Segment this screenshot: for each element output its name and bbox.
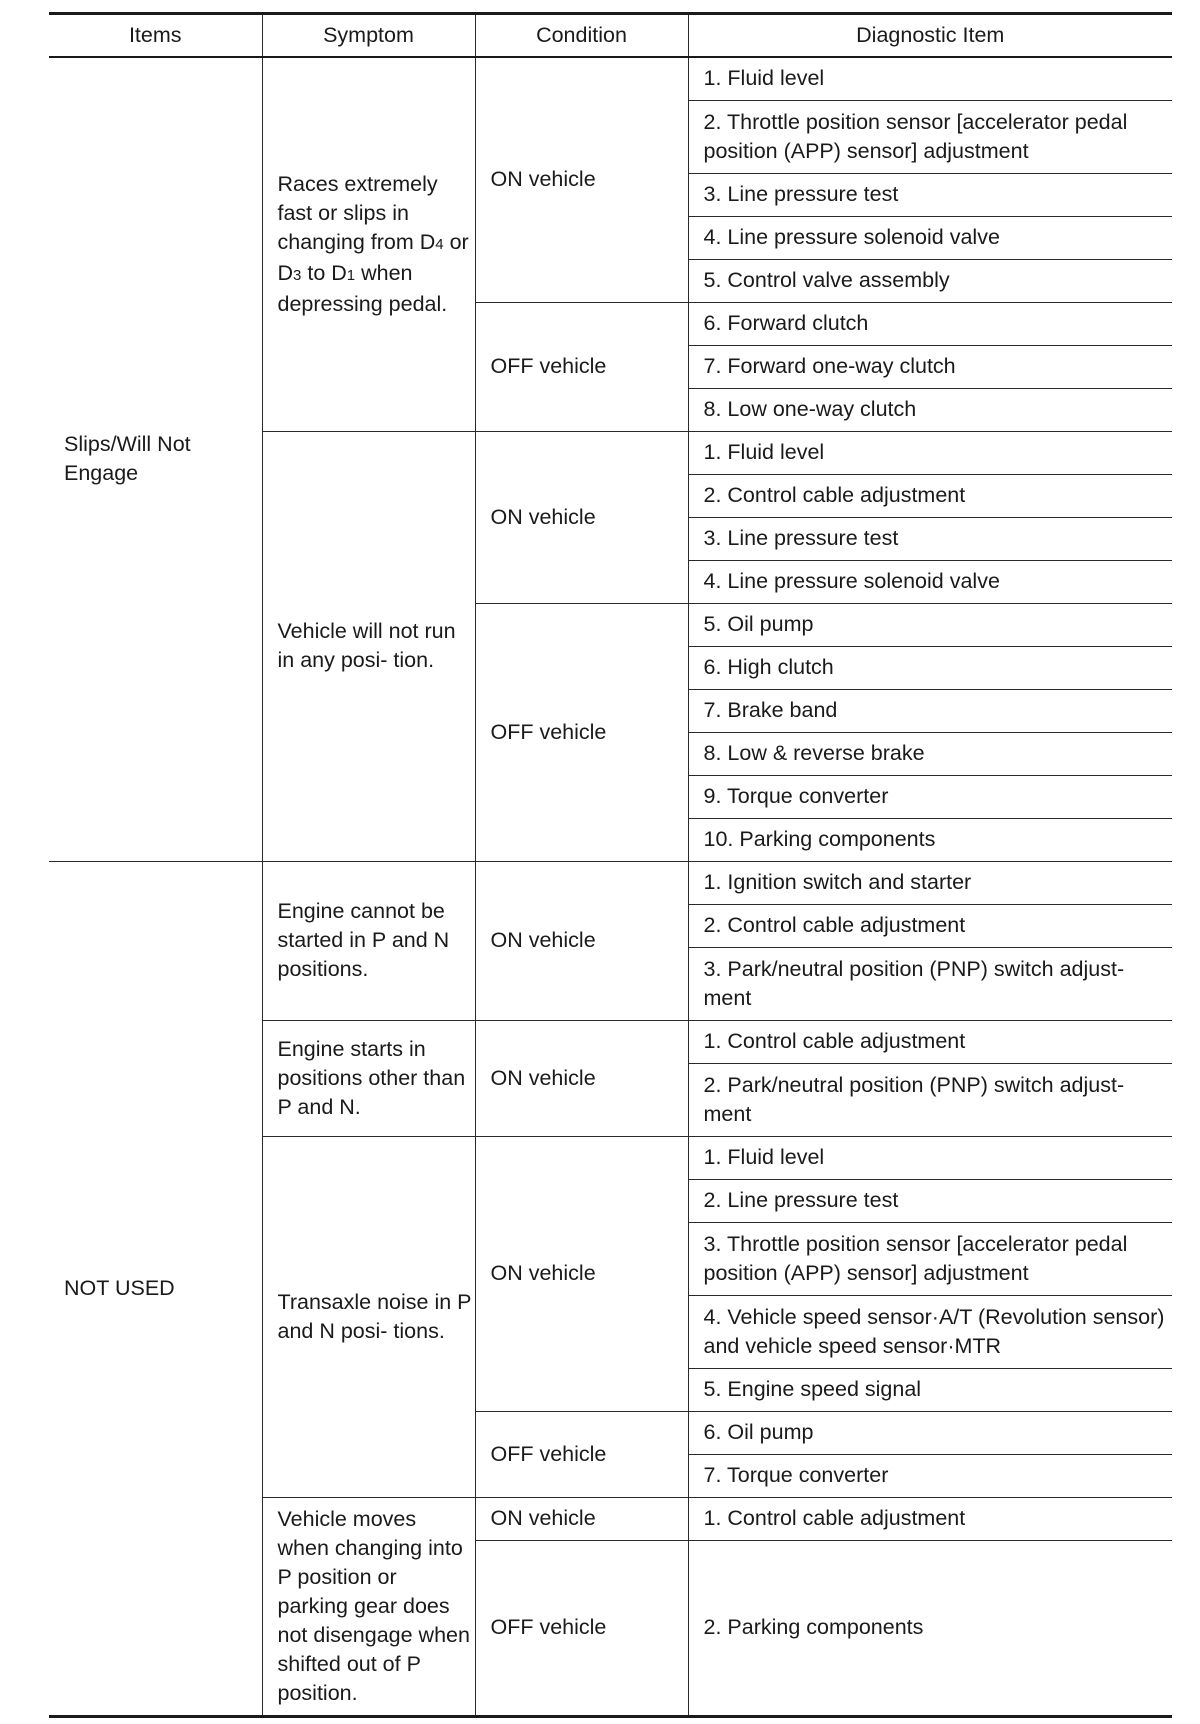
table-row xyxy=(49,861,1172,904)
condition-on: ON vehicle xyxy=(475,1497,688,1540)
diagnostic-item: 1. Fluid level xyxy=(688,431,1172,474)
diagnostic-item: 6. High clutch xyxy=(688,646,1172,689)
table-row xyxy=(49,57,1172,100)
symptom-will-not-run: Vehicle will not run in any posi- tion. xyxy=(262,431,475,861)
item-slips: Slips/Will Not Engage xyxy=(49,57,262,861)
header-symptom: Symptom xyxy=(262,14,475,58)
symptom-cannot-start: Engine cannot be started in P and N positions. xyxy=(262,861,475,1020)
diagnostic-item: 2. Parking components xyxy=(688,1540,1172,1716)
diagnostic-item: 10. Parking components xyxy=(688,818,1172,861)
header-items: Items xyxy=(49,14,262,58)
condition-off: OFF vehicle xyxy=(475,603,688,861)
diagnostic-table xyxy=(49,12,1172,1718)
diagnostic-item: 4. Line pressure solenoid valve xyxy=(688,216,1172,259)
diagnostic-item: 4. Vehicle speed sensor·A/T (Revolution sensor) and vehicle speed sensor·MTR xyxy=(688,1295,1172,1368)
diagnostic-item: 8. Low & reverse brake xyxy=(688,732,1172,775)
diagnostic-item: 3. Line pressure test xyxy=(688,517,1172,560)
condition-on: ON vehicle xyxy=(475,861,688,1020)
header-condition: Condition xyxy=(475,14,688,58)
diagnostic-item: 6. Oil pump xyxy=(688,1411,1172,1454)
diagnostic-item: 1. Fluid level xyxy=(688,1136,1172,1179)
header-row xyxy=(49,14,1172,58)
item-not-used: NOT USED xyxy=(49,861,262,1716)
diagnostic-item: 8. Low one-way clutch xyxy=(688,388,1172,431)
diagnostic-item: 3. Throttle position sensor [accelerator pedal position (APP) sensor] adjustment xyxy=(688,1222,1172,1295)
diagnostic-item: 6. Forward clutch xyxy=(688,302,1172,345)
diagnostic-item: 1. Fluid level xyxy=(688,57,1172,100)
condition-on: ON vehicle xyxy=(475,1136,688,1411)
diagnostic-item: 1. Control cable adjustment xyxy=(688,1020,1172,1063)
symptom-noise: Transaxle noise in P and N posi- tions. xyxy=(262,1136,475,1497)
diagnostic-item: 5. Oil pump xyxy=(688,603,1172,646)
diagnostic-item: 3. Park/neutral position (PNP) switch adjust- ment xyxy=(688,947,1172,1020)
diagnostic-item: 7. Torque converter xyxy=(688,1454,1172,1497)
diagnostic-item: 7. Brake band xyxy=(688,689,1172,732)
symptom-races: Races extremely fast or slips in changing from D4 or D3 to D1 when depressing pedal. xyxy=(262,57,475,431)
condition-off: OFF vehicle xyxy=(475,302,688,431)
diagnostic-item: 1. Ignition switch and starter xyxy=(688,861,1172,904)
diagnostic-item: 1. Control cable adjustment xyxy=(688,1497,1172,1540)
symptom-starts-other: Engine starts in positions other than P and N. xyxy=(262,1020,475,1136)
diagnostic-item: 9. Torque converter xyxy=(688,775,1172,818)
diagnostic-item: 2. Control cable adjustment xyxy=(688,474,1172,517)
diagnostic-item: 2. Line pressure test xyxy=(688,1179,1172,1222)
symptom-moves: Vehicle moves when changing into P position or parking gear does not disengage when shifted out of P position. xyxy=(262,1497,475,1716)
condition-on: ON vehicle xyxy=(475,1020,688,1136)
condition-off: OFF vehicle xyxy=(475,1411,688,1497)
diagnostic-item: 4. Line pressure solenoid valve xyxy=(688,560,1172,603)
diagnostic-item: 3. Line pressure test xyxy=(688,173,1172,216)
diagnostic-item: 5. Engine speed signal xyxy=(688,1368,1172,1411)
diagnostic-item: 2. Park/neutral position (PNP) switch adjust- ment xyxy=(688,1063,1172,1136)
diagnostic-item: 7. Forward one-way clutch xyxy=(688,345,1172,388)
diagnostic-item: 5. Control valve assembly xyxy=(688,259,1172,302)
condition-on: ON vehicle xyxy=(475,57,688,302)
diagnostic-item: 2. Control cable adjustment xyxy=(688,904,1172,947)
condition-on: ON vehicle xyxy=(475,431,688,603)
diagnostic-item: 2. Throttle position sensor [accelerator pedal position (APP) sensor] adjustment xyxy=(688,100,1172,173)
condition-off: OFF vehicle xyxy=(475,1540,688,1716)
header-diagnostic-item: Diagnostic Item xyxy=(688,14,1172,58)
